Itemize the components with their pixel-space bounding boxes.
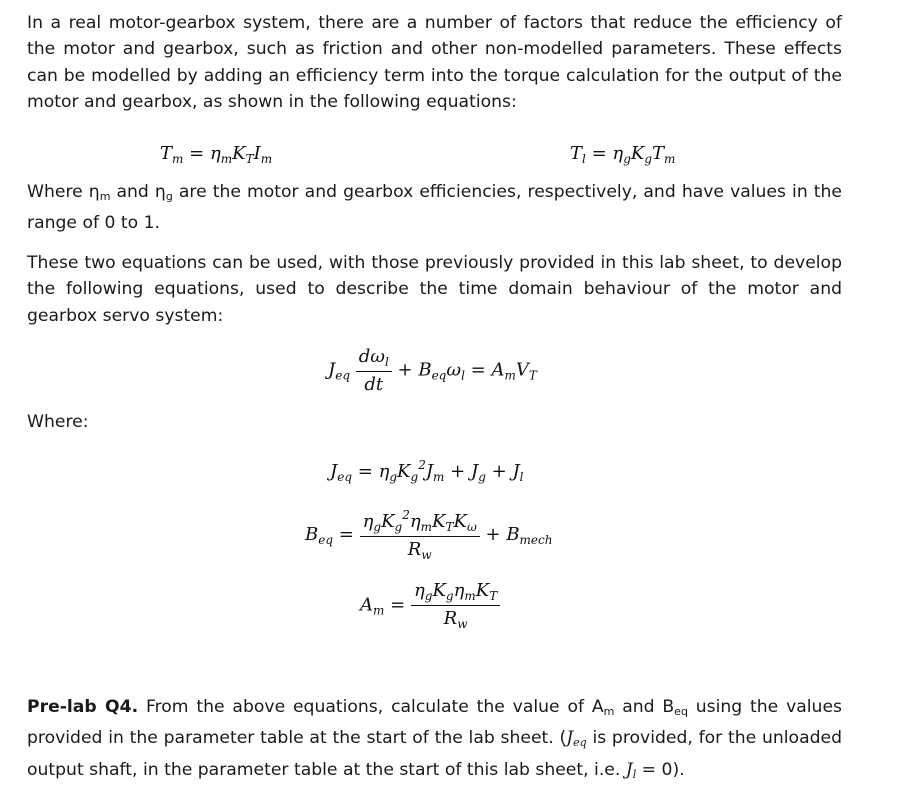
motor-torque-equation: $T_m = \eta_mK_TI_m$ [160, 143, 273, 166]
beq-equation: $B_{eq}$ = $\frac{\eta_gK_g^2\eta_mK_TK_\omega}{R_w}$ + $B_{mech}$ [305, 508, 553, 562]
prelab-question: Pre-lab Q4. From the above equations, calculate the value of $A_m$ and $B_{eq}$ using the values provided in the parameter table at the start of the lab sheet. ($J_{eq}$ is provided, for the unloaded output shaft, in the parameter table at the start of this lab sheet, i.e. $J_l = 0$). [27, 697, 842, 781]
efficiency-paragraph: Where $\eta_m$ and $\eta_g$ are the motor and gearbox efficiencies, respectively, and have values in the range of 0 to 1. [27, 182, 842, 234]
motion-equation: $J_{eq}$ $\frac{d\omega_l}{dt}$ + $B_{eq}\omega_l = A_mV_T$ [328, 346, 537, 395]
am-equation: $A_m$ = $\frac{\eta_gK_g\eta_mK_T}{R_w}$ [360, 580, 500, 631]
where-label: Where: [27, 412, 89, 432]
prelab-title: Pre-lab Q4. [27, 697, 139, 717]
jeq-equation: $J_{eq} = \eta_gK_g^2J_m + J_g + J_l$ [330, 458, 524, 484]
load-torque-equation: $T_l = \eta_gK_gT_m$ [570, 143, 676, 166]
intro-paragraph: In a real motor-gearbox system, there are a number of factors that reduce the efficiency of the motor and gearbox, such as friction and other non-modelled parameters. These effects can be modelled by adding an efficiency term into the torque calculation for the output of the motor and gearbox, as shown in the following equations: [27, 13, 842, 112]
servo-paragraph: These two equations can be used, with those previously provided in this lab sheet, to develop the following equations, used to describe the time domain behaviour of the motor and gearbox servo system: [27, 253, 842, 326]
